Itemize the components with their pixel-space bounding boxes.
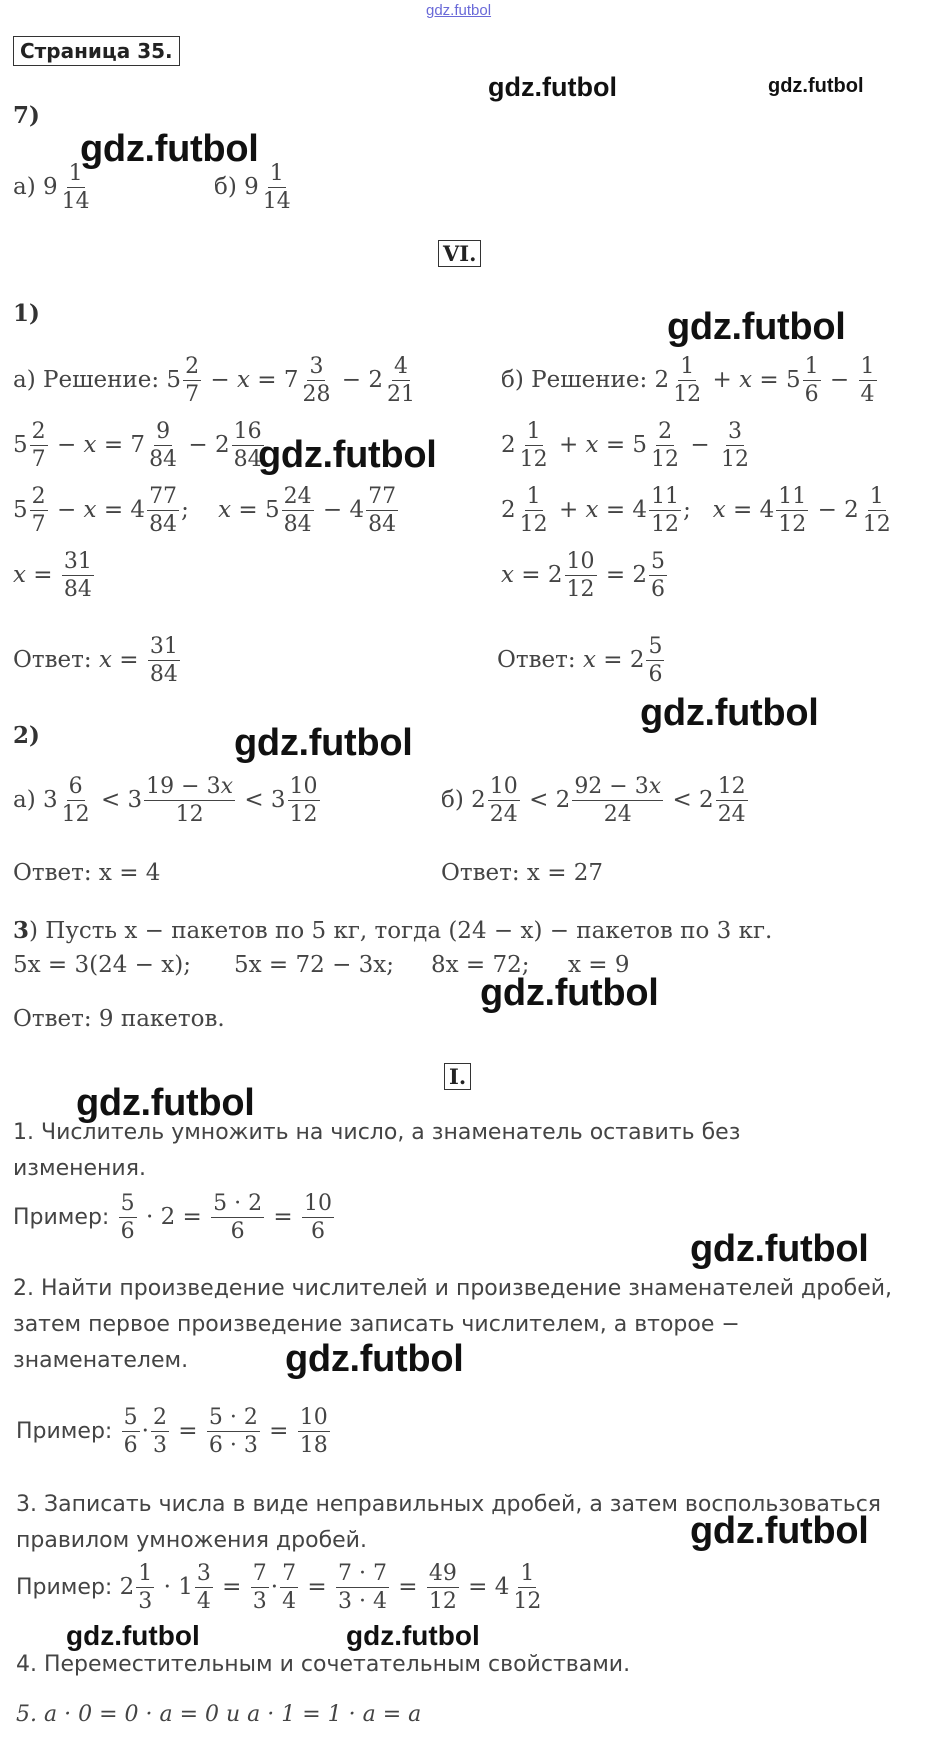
task-1-number: 1) [13, 300, 40, 327]
task-3-eq-2: 5x = 72 − 3x; [234, 952, 395, 978]
task-3-answer: Ответ: 9 пакетов. [13, 1006, 225, 1032]
rule-1-example: Пример: $\frac{5}{6}$ · 2 = $\frac{5 \cdot 2}{6}$ = $\frac{10}{6}$ [13, 1191, 332, 1245]
rule-1-line-2: изменения. [13, 1156, 146, 1181]
page-label: Страница 35. [13, 36, 180, 66]
rule-3-line-2: правилом умножения дробей. [16, 1528, 367, 1553]
top-watermark: gdz.futbol [426, 2, 492, 19]
watermark: gdz.futbol [258, 434, 437, 476]
problem-7-a: а) 9 $\frac{1}{14}$ [13, 161, 90, 215]
section-i-label: I. [444, 1063, 471, 1090]
task-1a-answer: Ответ: x = $\frac{31}{84}$ [13, 634, 178, 688]
watermark: gdz.futbol [76, 1082, 255, 1124]
task-2a-inequality: а) 3 $\frac{6}{12}$ < 3 $\frac{19 - 3x}{12}$ < 3 $\frac{10}{12}$ [13, 774, 318, 828]
task-1a-line-1: а) Решение: 5 $\frac{2}{7}$ − x = 7 $\frac{3}{28}$ − 2 $\frac{4}{21}$ [13, 354, 416, 408]
watermark: gdz.futbol [640, 692, 819, 734]
rule-5-line-1: 5. a · 0 = 0 · a = 0 и a · 1 = 1 · a = a [16, 1702, 422, 1727]
task-1b-line-4: x = 2 $\frac{10}{12}$ = 2 $\frac{5}{6}$ [501, 549, 666, 603]
task-1a-line-2: 5 $\frac{2}{7}$ − x = 7 $\frac{9}{84}$ − 2 $\frac{16}{84}$ [13, 419, 262, 473]
rule-1-line-1: 1. Числитель умножить на число, а знаменатель оставить без [13, 1120, 741, 1145]
watermark: gdz.futbol [768, 75, 864, 97]
task-2b-inequality: б) 2 $\frac{10}{24}$ < 2 $\frac{92 - 3x}{24}$ < 2 $\frac{12}{24}$ [441, 774, 746, 828]
watermark: gdz.futbol [234, 722, 413, 764]
watermark: gdz.futbol [346, 1620, 480, 1651]
watermark: gdz.futbol [690, 1228, 869, 1270]
watermark: gdz.futbol [285, 1338, 464, 1380]
rule-2-line-3: знаменателем. [13, 1348, 189, 1373]
rule-2-line-2: затем первое произведение записать числителем, а второе − [13, 1312, 740, 1337]
task-2-number: 2) [13, 722, 40, 749]
rule-2-line-1: 2. Найти произведение числителей и произведение знаменателей дробей, [13, 1276, 893, 1301]
task-2a-answer: Ответ: x = 4 [13, 860, 161, 886]
task-1b-line-3: 2 $\frac{1}{12}$ + x = 4 $\frac{11}{12}$ ; x = 4 $\frac{11}{12}$ − 2 $\frac{1}{12}$ [501, 484, 891, 538]
task-1b-answer: Ответ: x = 2 $\frac{5}{6}$ [497, 634, 663, 688]
task-1b-line-2: 2 $\frac{1}{12}$ + x = 5 $\frac{2}{12}$ − $\frac{3}{12}$ [501, 419, 749, 473]
task-3-eq-1: 5x = 3(24 − x); [13, 952, 191, 978]
watermark: gdz.futbol [667, 306, 846, 348]
watermark: gdz.futbol [488, 72, 617, 102]
problem-7-b: б) 9 $\frac{1}{14}$ [214, 161, 291, 215]
task-2b-answer: Ответ: x = 27 [441, 860, 604, 886]
watermark: gdz.futbol [66, 1620, 200, 1651]
watermark: gdz.futbol [80, 128, 259, 170]
task-1a-line-4: x = $\frac{31}{84}$ [13, 549, 92, 603]
problem-7-number: 7) [13, 102, 40, 129]
task-3-statement: 3) Пусть x − пакетов по 5 кг, тогда (24 − x) − пакетов по 3 кг. [13, 917, 773, 944]
task-3-eq-4: x = 9 [568, 952, 630, 978]
watermark: gdz.futbol [690, 1510, 869, 1552]
rule-4-line-1: 4. Переместительным и сочетательным свойствами. [16, 1652, 631, 1677]
task-3-eq-3: 8x = 72; [431, 952, 530, 978]
rule-2-example: Пример: $\frac{5}{6}$ · $\frac{2}{3}$ = $\frac{5 \cdot 2}{6 \cdot 3}$ = $\frac{10}{18}$ [16, 1405, 328, 1459]
watermark: gdz.futbol [480, 972, 659, 1014]
task-1a-line-3: 5 $\frac{2}{7}$ − x = 4 $\frac{77}{84}$ ; x = 5 $\frac{24}{84}$ − 4 $\frac{77}{84}$ [13, 484, 397, 538]
task-1b-line-1: б) Решение: 2 $\frac{1}{12}$ + x = 5 $\frac{1}{6}$ − $\frac{1}{4}$ [501, 354, 875, 408]
rule-3-line-1: 3. Записать числа в виде неправильных дробей, а затем воспользоваться [16, 1492, 882, 1517]
rule-3-example: Пример: 2 $\frac{1}{3}$ · 1 $\frac{3}{4}$ = $\frac{7}{3}$ · $\frac{7}{4}$ = $\frac{7 \cdot 7}{3 \cdot 4}$ = $\frac{49}{12}$ = 4 $\frac{1}{12}$ [16, 1561, 542, 1615]
section-vi-label: VI. [438, 240, 481, 267]
